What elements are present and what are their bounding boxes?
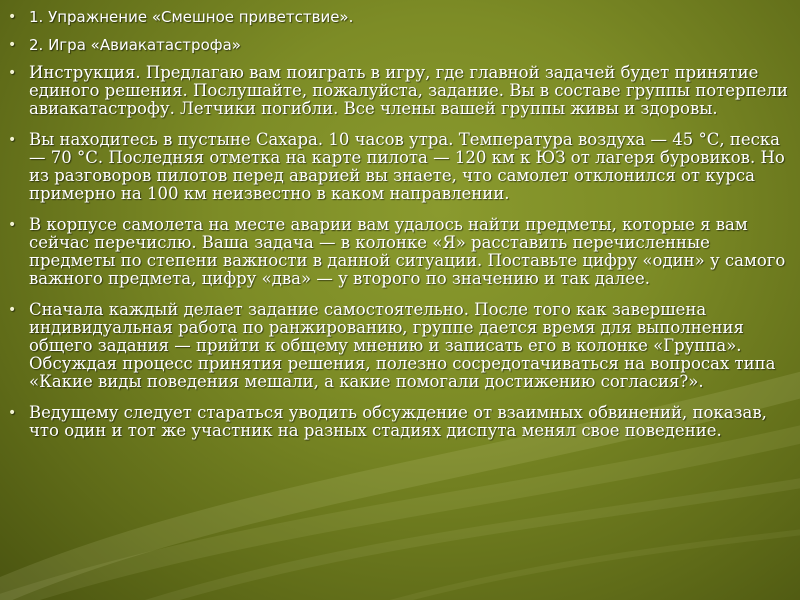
list-item-text: В корпусе самолета на месте аварии вам удалось найти предметы, которые я вам сейчас перечислю. Ваша задача — в колонке «Я» расставить перечисленные предметы по степени важности в данной ситуации. Поставьте цифру «один» у самого важного предмета, цифру «два» — у второго по значению и так далее. bbox=[29, 215, 786, 288]
list-item bbox=[8, 216, 792, 288]
list-item-text: Инструкция. Предлагаю вам поиграть в игру, где главной задачей будет принятие единого решения. Послушайте, пожалуйста, задание. Вы в составе группы потерпели авиакатастрофу. Летчики погибли. Все члены вашей группы живы и здоровы. bbox=[29, 63, 788, 118]
list-item-text: 1. Упражнение «Смешное приветствие». bbox=[29, 8, 354, 26]
list-item-text: Вы находитесь в пустыне Сахара. 10 часов утра. Температура воздуха — 45 °С, песка — 70 °С. Последняя отметка на карте пилота — 120 км к ЮЗ от лагеря буровиков. Но из разговоров пилотов перед аварией вы знаете, что самолет отклонился от курса примерно на 100 км неизвестно в каком направлении. bbox=[29, 130, 785, 203]
list-item bbox=[8, 64, 792, 118]
list-item bbox=[8, 301, 792, 391]
bullet-icon: • bbox=[8, 37, 17, 53]
list-item-text: Ведущему следует стараться уводить обсуждение от взаимных обвинений, показав, что один и тот же участник на разных стадиях диспута менял свое поведение. bbox=[29, 403, 767, 440]
bullet-icon: • bbox=[8, 405, 17, 421]
list-item bbox=[8, 8, 792, 26]
bullet-icon: • bbox=[8, 217, 17, 233]
list-item bbox=[8, 36, 792, 54]
list-item-text: Сначала каждый делает задание самостоятельно. После того как завершена индивидуальная работа по ранжированию, группе дается время для выполнения общего задания — прийти к общему мнению и записать его в колонке «Группа». Обсуждая процесс принятия решения, полезно сосредотачиваться на вопросах типа «Какие виды поведения мешали, а какие помогали достижению согласия?». bbox=[29, 300, 776, 391]
bullet-icon: • bbox=[8, 65, 17, 81]
bullet-icon: • bbox=[8, 9, 17, 25]
list-item bbox=[8, 404, 792, 440]
list-item-text: 2. Игра «Авиакатастрофа» bbox=[29, 36, 241, 54]
bullet-icon: • bbox=[8, 302, 17, 318]
slide-text-body bbox=[8, 8, 792, 453]
bullet-icon: • bbox=[8, 132, 17, 148]
list-item bbox=[8, 131, 792, 203]
